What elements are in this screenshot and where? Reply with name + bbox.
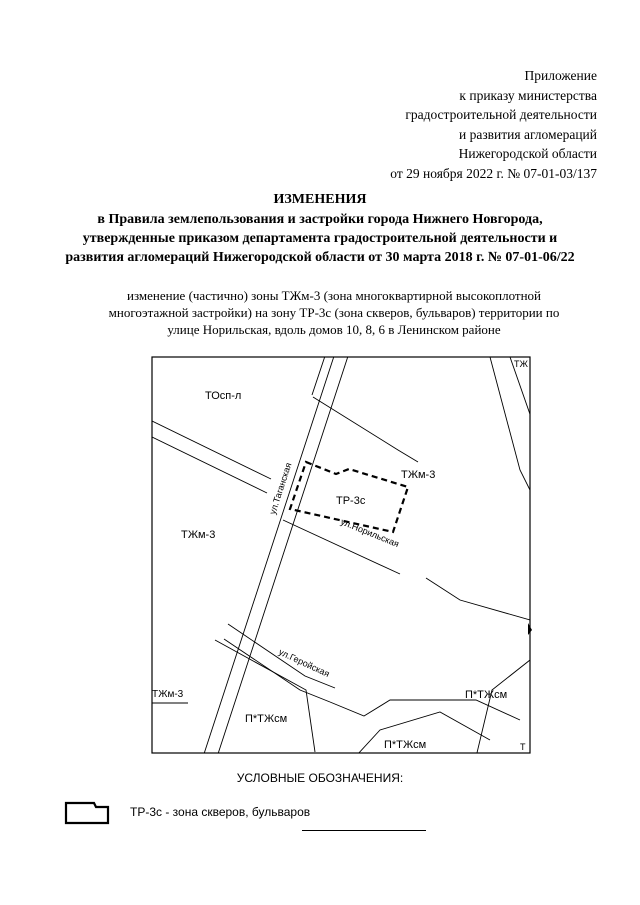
zone-label-ptzhsm-center: П*ТЖсм bbox=[245, 713, 288, 725]
zone-label-tosp: ТОсп-л bbox=[205, 390, 242, 402]
appendix-line: к приказу министерства bbox=[459, 87, 597, 103]
legend-item-tr3c: ТР-3с - зона скверов, бульваров bbox=[130, 805, 311, 819]
title-line: развития агломераций Нижегородской области от 30 марта 2018 г. № 07-01-06/22 bbox=[65, 250, 575, 265]
title-heading: ИЗМЕНЕНИЯ bbox=[273, 192, 367, 207]
zone-label-corner-bottom: Т bbox=[520, 742, 526, 752]
block-boundary bbox=[490, 357, 530, 490]
street-west-edge bbox=[150, 436, 267, 493]
street-label-geroyskaya: ул.Геройская bbox=[277, 646, 332, 680]
zone-label-tr3c: ТР-3с bbox=[336, 495, 366, 507]
legend-heading: УСЛОВНЫЕ ОБОЗНАЧЕНИЯ: bbox=[236, 771, 404, 785]
zone-label-ptzhsm-bottom: П*ТЖсм bbox=[384, 739, 427, 751]
zone-label-tzhm3-right: ТЖм-3 bbox=[401, 469, 436, 481]
bottom-divider bbox=[302, 830, 426, 831]
title-line: в Правила землепользования и застройки города Нижнего Новгорода, bbox=[97, 212, 543, 227]
legend-symbol-tr3c bbox=[64, 801, 110, 825]
zone-label-ptzhsm-right: П*ТЖсм bbox=[465, 689, 508, 701]
zone-label-corner-top: ТЖ bbox=[514, 359, 528, 369]
subtitle-line: изменение (частично) зоны ТЖм-3 (зона многоквартирной высокоплотной bbox=[127, 288, 541, 303]
street-west-edge bbox=[150, 420, 271, 479]
street-taganskaya-edge bbox=[216, 350, 350, 760]
zone-label-tzhm3-small: ТЖм-3 bbox=[152, 689, 184, 700]
appendix-line: Приложение bbox=[524, 68, 597, 83]
zone-label-tzhm3-left: ТЖм-3 bbox=[181, 529, 216, 541]
building-outline bbox=[330, 700, 520, 720]
title-line: утвержденные приказом департамента градостроительной деятельности и bbox=[82, 231, 558, 246]
subtitle-line: улице Норильская, вдоль домов 10, 8, 6 в Ленинском районе bbox=[167, 322, 501, 337]
appendix-line: градостроительной деятельности bbox=[405, 107, 597, 122]
appendix-line: и развития агломераций bbox=[458, 126, 597, 142]
street-taganskaya-edge bbox=[202, 350, 336, 760]
street-label-norilskaya: ул.Норильская bbox=[339, 516, 401, 550]
street-label-taganskaya: ул.Таганская bbox=[267, 461, 294, 516]
street-norilskaya-edge bbox=[283, 520, 400, 574]
subtitle-line: многоэтажной застройки) на зону ТР-3с (зона скверов, бульваров) территории по bbox=[108, 305, 560, 320]
appendix-line: от 29 ноября 2022 г. № 07-01-03/137 bbox=[390, 165, 597, 181]
appendix-line: Нижегородской области bbox=[458, 146, 597, 161]
block-boundary bbox=[313, 397, 418, 462]
block-boundary bbox=[426, 578, 530, 620]
